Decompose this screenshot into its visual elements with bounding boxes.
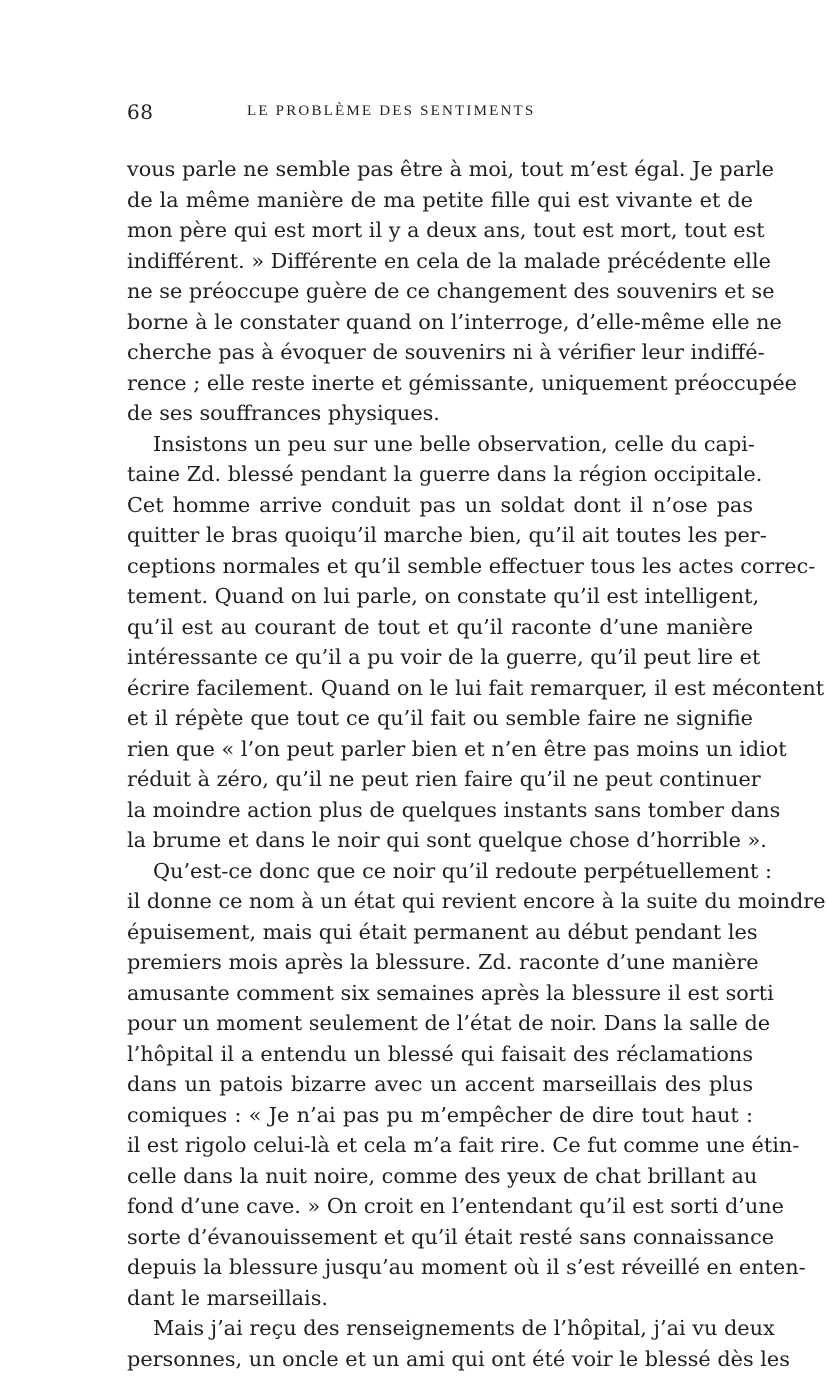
text-line: taine Zd. blessé pendant la guerre dans la région occipitale.	[127, 462, 763, 486]
text-line: intéressante ce qu’il a pu voir de la guerre, qu’il peut lire et	[127, 645, 761, 669]
text-line: Qu’est-ce donc que ce noir qu’il redoute perpétuellement :	[153, 858, 773, 883]
text-line: qu’il est au courant de tout et qu’il raconte d’une manière	[127, 614, 753, 639]
text-line: fond d’une cave. » On croit en l’entendant qu’il est sorti d’une	[127, 1194, 784, 1218]
text-line: épuisement, mais qui était permanent au début pendant les	[127, 919, 758, 944]
text-line: la moindre action plus de quelques instants sans tomber dans	[127, 797, 781, 822]
text-line: pour un moment seulement de l’état de noir. Dans la salle de	[127, 1011, 771, 1035]
text-line: premiers mois après la blessure. Zd. raconte d’une manière	[127, 950, 759, 974]
page-number: 68	[127, 100, 154, 124]
text-line: sorte d’évanouissement et qu’il était resté sans connaissance	[127, 1224, 775, 1249]
text-line: celle dans la nuit noire, comme des yeux de chat brillant au	[127, 1163, 758, 1188]
text-line: et il répète que tout ce qu’il fait ou semble faire ne signifie	[127, 706, 753, 730]
text-line: mon père qui est mort il y a deux ans, tout est mort, tout est	[127, 218, 765, 242]
text-line: de la même manière de ma petite fille qui est vivante et de	[127, 187, 753, 212]
text-line: borne à le constater quand on l’interroge, d’elle-même elle ne	[127, 309, 782, 334]
text-line: rien que « l’on peut parler bien et n’en être pas moins un idiot	[127, 736, 787, 761]
text-line: rence ; elle reste inerte et gémissante, uniquement préoccupée	[127, 370, 797, 395]
text-line: Mais j’ai reçu des renseignements de l’hôpital, j’ai vu deux	[153, 1316, 775, 1340]
text-line: réduit à zéro, qu’il ne peut rien faire qu’il ne peut continuer	[127, 767, 761, 791]
text-line: depuis la blessure jusqu’au moment où il s’est réveillé en enten-	[127, 1255, 806, 1279]
text-line: quitter le bras quoiqu’il marche bien, qu’il ait toutes les per-	[127, 523, 767, 547]
text-line: ne se préoccupe guère de ce changement des souvenirs et se	[127, 279, 775, 303]
text-line: comiques : « Je n’ai pas pu m’empêcher de dire tout haut :	[127, 1102, 753, 1127]
text-line: cherche pas à évoquer de souvenirs ni à vérifier leur indiffé-	[127, 340, 765, 364]
running-title: LE PROBLÈME DES SENTIMENTS	[247, 103, 536, 119]
text-line: de ses souffrances physiques.	[127, 401, 440, 425]
text-line: personnes, un oncle et un ami qui ont été voir le blessé dès les	[127, 1346, 790, 1371]
text-line: amusante comment six semaines après la blessure il est sorti	[127, 980, 774, 1005]
text-line: il est rigolo celui-là et cela m’a fait rire. Ce fut comme une étin-	[127, 1133, 800, 1157]
text-line: la brume et dans le noir qui sont quelque chose d’horrible ».	[127, 828, 767, 852]
text-line: Cet homme arrive conduit pas un soldat dont il n’ose pas	[127, 492, 753, 517]
text-line: tement. Quand on lui parle, on constate qu’il est intelligent,	[127, 584, 760, 608]
text-line: vous parle ne semble pas être à moi, tout m’est égal. Je parle	[127, 157, 774, 181]
body-text	[127, 154, 826, 1374]
text-line: Insistons un peu sur une belle observation, celle du capi-	[153, 431, 755, 456]
text-line: ceptions normales et qu’il semble effectuer tous les actes correc-	[127, 553, 816, 578]
text-line: dans un patois bizarre avec un accent marseillais des plus	[127, 1072, 753, 1096]
text-line: l’hôpital il a entendu un blessé qui faisait des réclamations	[127, 1041, 753, 1066]
page-header	[127, 100, 752, 130]
text-line: indifférent. » Différente en cela de la malade précédente elle	[127, 248, 771, 273]
text-line: il donne ce nom à un état qui revient encore à la suite du moindre	[127, 889, 826, 913]
text-line: dant le marseillais.	[127, 1285, 328, 1310]
text-line: écrire facilement. Quand on le lui fait remarquer, il est mécontent	[127, 675, 825, 700]
